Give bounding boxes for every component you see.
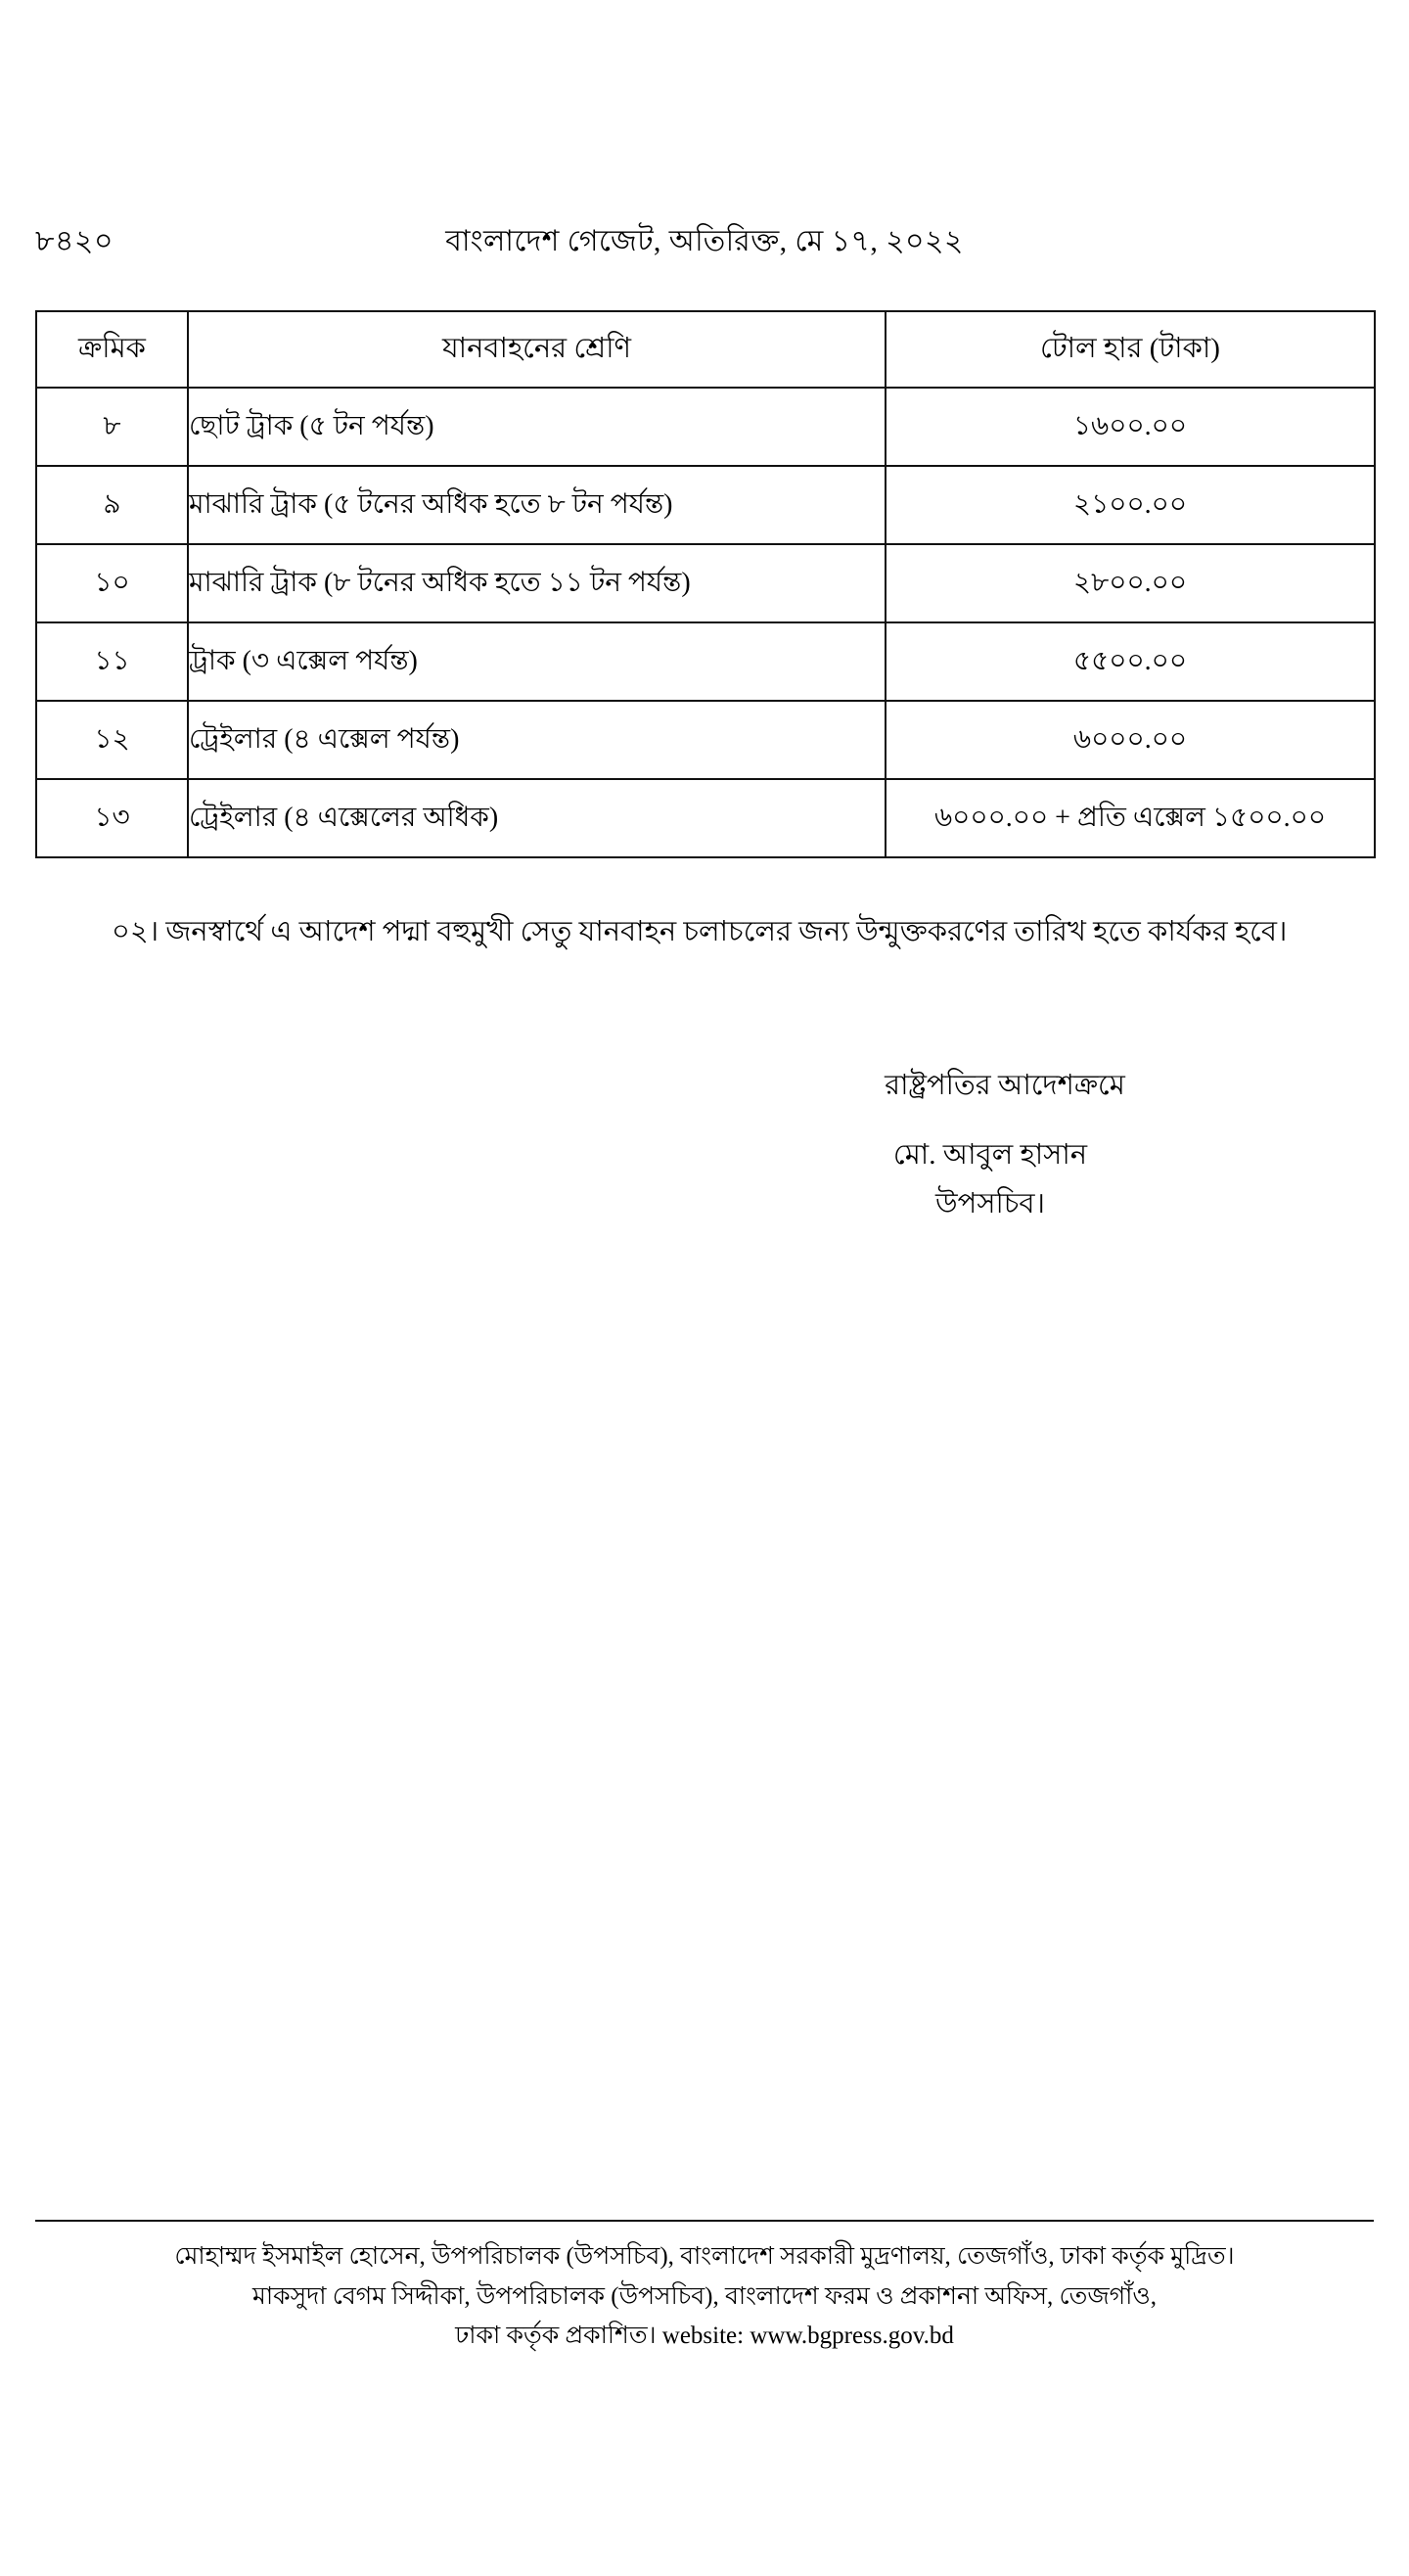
table-row: [36, 466, 1375, 544]
order-of-president-line: রাষ্ট্রপতির আদেশক্রমে: [885, 1070, 1125, 1101]
cell-toll-rate: ৬০০০.০০: [886, 701, 1375, 779]
table-row: [36, 388, 1375, 466]
table-row: [36, 701, 1375, 779]
cell-toll-rate: ২১০০.০০: [886, 466, 1375, 544]
cell-vehicle-class: মাঝারি ট্রাক (৮ টনের অধিক হতে ১১ টন পর্যন্ত): [188, 544, 886, 622]
signatory-name: মো. আবুল হাসান: [892, 1139, 1088, 1172]
cell-toll-rate: ২৮০০.০০: [886, 544, 1375, 622]
cell-serial: ১১: [36, 622, 188, 701]
signature-spacer: [697, 1110, 1284, 1131]
toll-rate-table: [35, 310, 1376, 858]
page-header: [0, 217, 1409, 262]
cell-serial: ১২: [36, 701, 188, 779]
cell-toll-rate: ৬০০০.০০ + প্রতি এক্সেল ১৫০০.০০: [886, 779, 1375, 857]
cell-vehicle-class: ট্রাক (৩ এক্সেল পর্যন্ত): [188, 622, 886, 701]
cell-serial: ৯: [36, 466, 188, 544]
footer-website-prefix: ঢাকা কর্তৃক প্রকাশিত। website:: [455, 2323, 750, 2349]
column-header-serial: ক্রমিক: [36, 311, 188, 388]
footer-line-printer: মোহাম্মদ ইসমাইল হোসেন, উপপরিচালক (উপসচিব), বাংলাদেশ সরকারী মুদ্রণালয়, তেজগাঁও, ঢাকা কর্তৃক মুদ্রিত।: [174, 2243, 1235, 2270]
cell-serial: ১৩: [36, 779, 188, 857]
cell-vehicle-class: ট্রেইলার (৪ এক্সেল পর্যন্ত): [188, 701, 886, 779]
cell-vehicle-class: ট্রেইলার (৪ এক্সেলের অধিক): [188, 779, 886, 857]
column-header-toll-rate: টোল হার (টাকা): [886, 311, 1375, 388]
paragraph-text: জনস্বার্থে এ আদেশ পদ্মা বহুমুখী সেতু যানবাহন চলাচলের জন্য উন্মুক্তকরণের তারিখ হতে কার্যকর হবে।: [165, 916, 1288, 947]
cell-vehicle-class: মাঝারি ট্রাক (৫ টনের অধিক হতে ৮ টন পর্যন্ত): [188, 466, 886, 544]
cell-serial: ১০: [36, 544, 188, 622]
footer-line-publisher: মাকসুদা বেগম সিদ্দীকা, উপপরিচালক (উপসচিব), বাংলাদেশ ফরম ও প্রকাশনা অফিস, তেজগাঁও,: [251, 2282, 1158, 2310]
table-row: [36, 544, 1375, 622]
footer-line-website: [35, 2317, 1374, 2357]
signature-block: [697, 1062, 1284, 1228]
page-title: বাংলাদেশ গেজেট, অতিরিক্ত, মে ১৭, ২০২২: [445, 225, 964, 257]
table-row: [36, 622, 1375, 701]
page-number: ৮৪২০: [35, 225, 114, 257]
cell-serial: ৮: [36, 388, 188, 466]
effective-date-paragraph: [35, 910, 1374, 954]
footer-divider: [35, 2220, 1374, 2222]
paragraph-number: ০২।: [112, 916, 159, 947]
cell-toll-rate: ৫৫০০.০০: [886, 622, 1375, 701]
footer-website-url[interactable]: www.bgpress.gov.bd: [750, 2323, 954, 2349]
cell-toll-rate: ১৬০০.০০: [886, 388, 1375, 466]
page-footer: [35, 2237, 1374, 2357]
column-header-vehicle-class: যানবাহনের শ্রেণি: [188, 311, 886, 388]
table-row: [36, 779, 1375, 857]
cell-vehicle-class: ছোট ট্রাক (৫ টন পর্যন্ত): [188, 388, 886, 466]
table-header-row: [36, 311, 1375, 388]
signatory-designation: উপসচিব।: [935, 1187, 1045, 1219]
